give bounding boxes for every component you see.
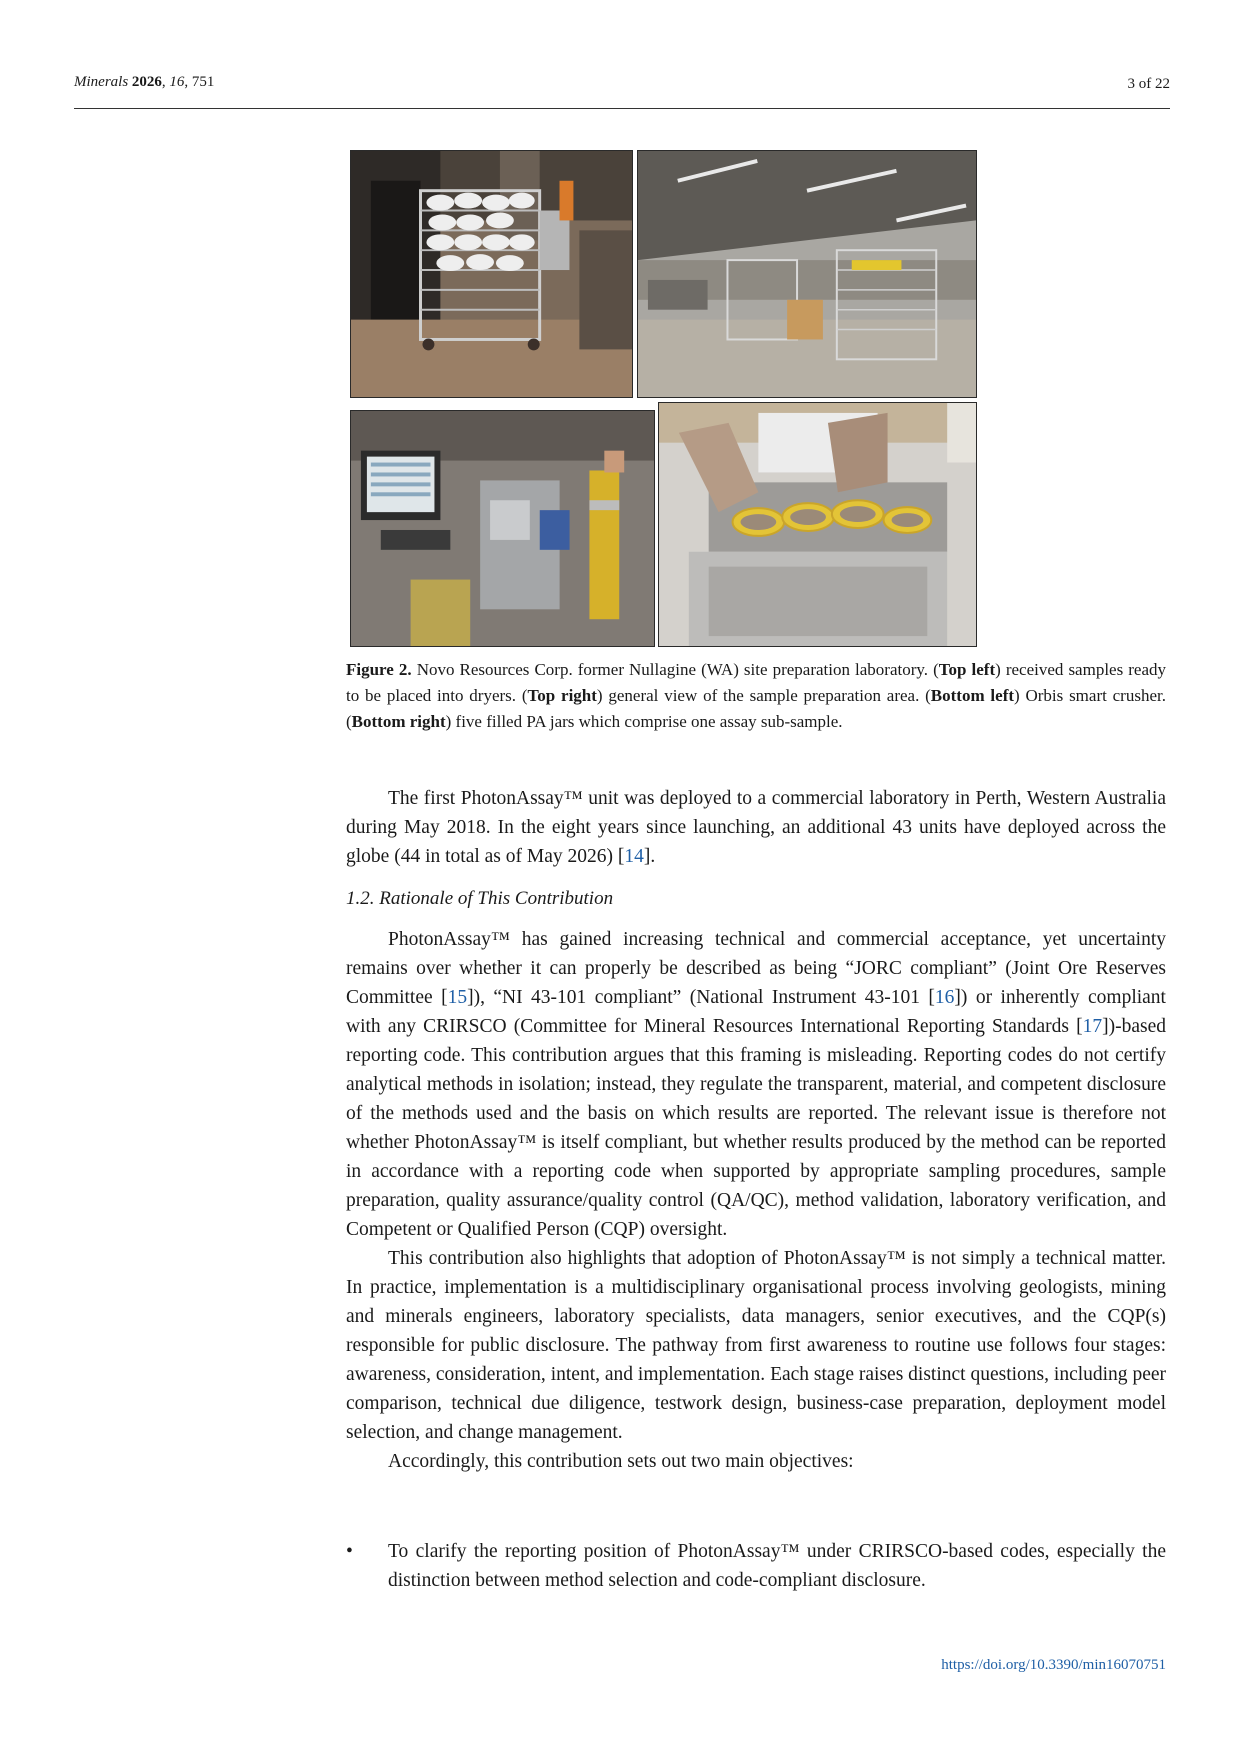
photo-top-left (350, 150, 633, 398)
sample-racks-photo (351, 151, 632, 397)
caption-label: Figure 2. (346, 660, 412, 679)
page-number: 3 of 22 (1127, 76, 1170, 92)
photo-bottom-left (350, 410, 655, 647)
journal-volume: 16 (169, 74, 185, 90)
citation-link[interactable]: 15 (447, 987, 468, 1008)
figure-caption: Figure 2. Novo Resources Corp. former Nullagine (WA) site preparation laboratory. (Top left) received samples ready to be placed into dryers. (Top right) general view of the sample preparation area. (Bottom left) Orbis smart crusher. (Bottom right) five filled PA jars which comprise one assay sub-sample. (346, 660, 1167, 731)
photo-bottom-right (658, 402, 977, 647)
journal-name: Minerals (74, 74, 129, 90)
paragraph-1: PhotonAssay™ has gained increasing technical and commercial acceptance, yet uncertainty remains over whether it can properly be described as being “JORC compliant” (Joint Ore Reserves Committee [15]), “NI 43-101 compliant” (National Instrument 43-101 [16]) or inherently compliant with any CRIRSCO (Committee for Mineral Resources International Reporting Standards [17])-based reporting code. This contribution argues that this framing is misleading. Reporting codes do not certify analytical methods in isolation; instead, they regulate the transparent, material, and competent disclosure of the methods used and the basis on which results are reported. The relevant issue is therefore not whether PhotonAssay™ is itself compliant, but whether results produced by the method can be reported in accordance with a reporting code when supported by appropriate sampling procedures, sample preparation, quality assurance/quality control (QA/QC), method validation, laboratory verification, and Competent or Qualified Person (CQP) oversight. (346, 929, 1166, 1240)
citation-link[interactable]: 17 (1082, 1016, 1103, 1037)
bullet-text: To clarify the reporting position of PhotonAssay™ under CRIRSCO-based codes, especially the distinction between method selection and code-compliant disclosure. (388, 1541, 1166, 1591)
paragraph-3: Accordingly, this contribution sets out two main objectives: (388, 1451, 854, 1472)
doi-link[interactable]: https://doi.org/10.3390/min16070751 (941, 1657, 1166, 1673)
journal-article: , 751 (184, 74, 215, 90)
figure-2 (0, 0, 1240, 650)
photo-top-right (637, 150, 977, 398)
journal-year: 2026 (131, 74, 162, 90)
bullet-marker: • (346, 1541, 353, 1562)
paragraph-2: This contribution also highlights that adoption of PhotonAssay™ is not simply a technical matter. In practice, implementation is a multidisciplinary organisational process involving geologists, mining and minerals engineers, laboratory specialists, data managers, senior executives, and the CQP(s) responsible for public disclosure. The pathway from first awareness to routine use follows four stages: awareness, consideration, intent, and implementation. Each stage raises distinct questions, including peer comparison, technical due diligence, testwork design, business-case preparation, deployment model selection, and change management. (346, 1248, 1166, 1443)
citation-link[interactable]: 16 (934, 987, 955, 1008)
section-body (346, 925, 1166, 1476)
intro-paragraph: The first PhotonAssay™ unit was deployed to a commercial laboratory in Perth, Western Australia during May 2018. In the eight years since launching, an additional 43 units have deployed across the globe (44 in total as of May 2026) [14]. (346, 788, 1166, 867)
journal-citation: Minerals 2026, 16, 751 (74, 74, 215, 90)
citation-link[interactable]: 14 (624, 846, 644, 867)
list-item (346, 1537, 1166, 1595)
crusher-photo (351, 411, 654, 646)
section-heading: 1.2. Rationale of This Contribution (346, 888, 614, 909)
jars-photo (659, 403, 976, 646)
prep-area-photo (638, 151, 976, 397)
